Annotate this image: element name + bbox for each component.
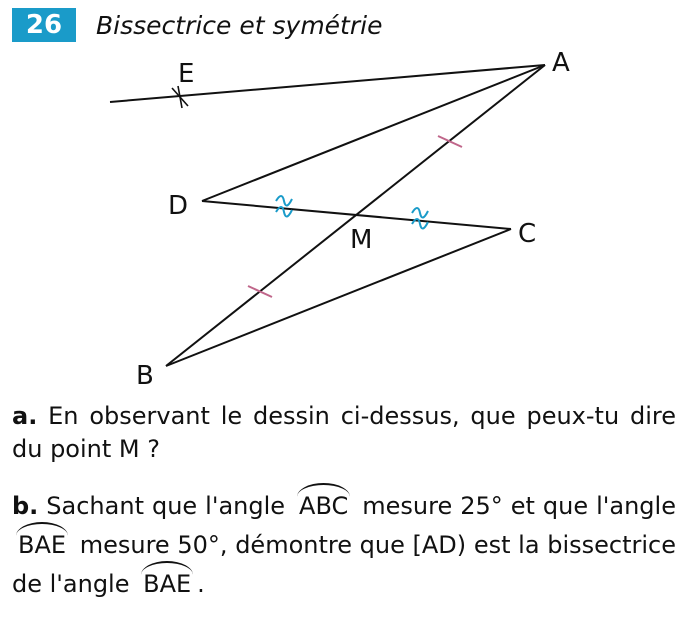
segment-bc	[166, 229, 511, 366]
question-b-part2: mesure 25° et que l'angle	[362, 492, 676, 520]
tick-mb	[248, 286, 272, 297]
equal-marks-dm-mc	[276, 196, 428, 229]
label-m: M	[350, 225, 373, 255]
exercise-number: 26	[12, 8, 76, 42]
exercise-title: Bissectrice et symétrie	[96, 10, 383, 40]
tick-am	[438, 136, 462, 147]
question-b-label: b.	[12, 492, 39, 520]
label-c: C	[518, 219, 537, 249]
angle-bae-2: BAE	[143, 562, 191, 601]
label-d: D	[168, 191, 189, 221]
label-e: E	[178, 59, 195, 89]
label-a: A	[552, 48, 570, 78]
segment-ad	[202, 65, 545, 201]
question-b	[12, 484, 676, 601]
question-b-part1: Sachant que l'angle	[46, 492, 286, 520]
squiggle-dm	[276, 196, 292, 217]
question-a	[12, 400, 676, 466]
angle-bae: BAE	[18, 523, 66, 562]
question-a-text: En observant le dessin ci-dessus, que peux-tu dire du point M ?	[12, 402, 676, 463]
question-b-part4: .	[197, 570, 205, 598]
angle-abc: ABC	[299, 484, 348, 523]
question-a-label: a.	[12, 402, 38, 430]
line-ae	[110, 65, 545, 102]
question-b-part3: mesure 50°, démontre que [AD) est la bissectrice de l'angle	[12, 531, 676, 598]
squiggle-mc	[412, 208, 428, 229]
label-b: B	[136, 361, 154, 391]
